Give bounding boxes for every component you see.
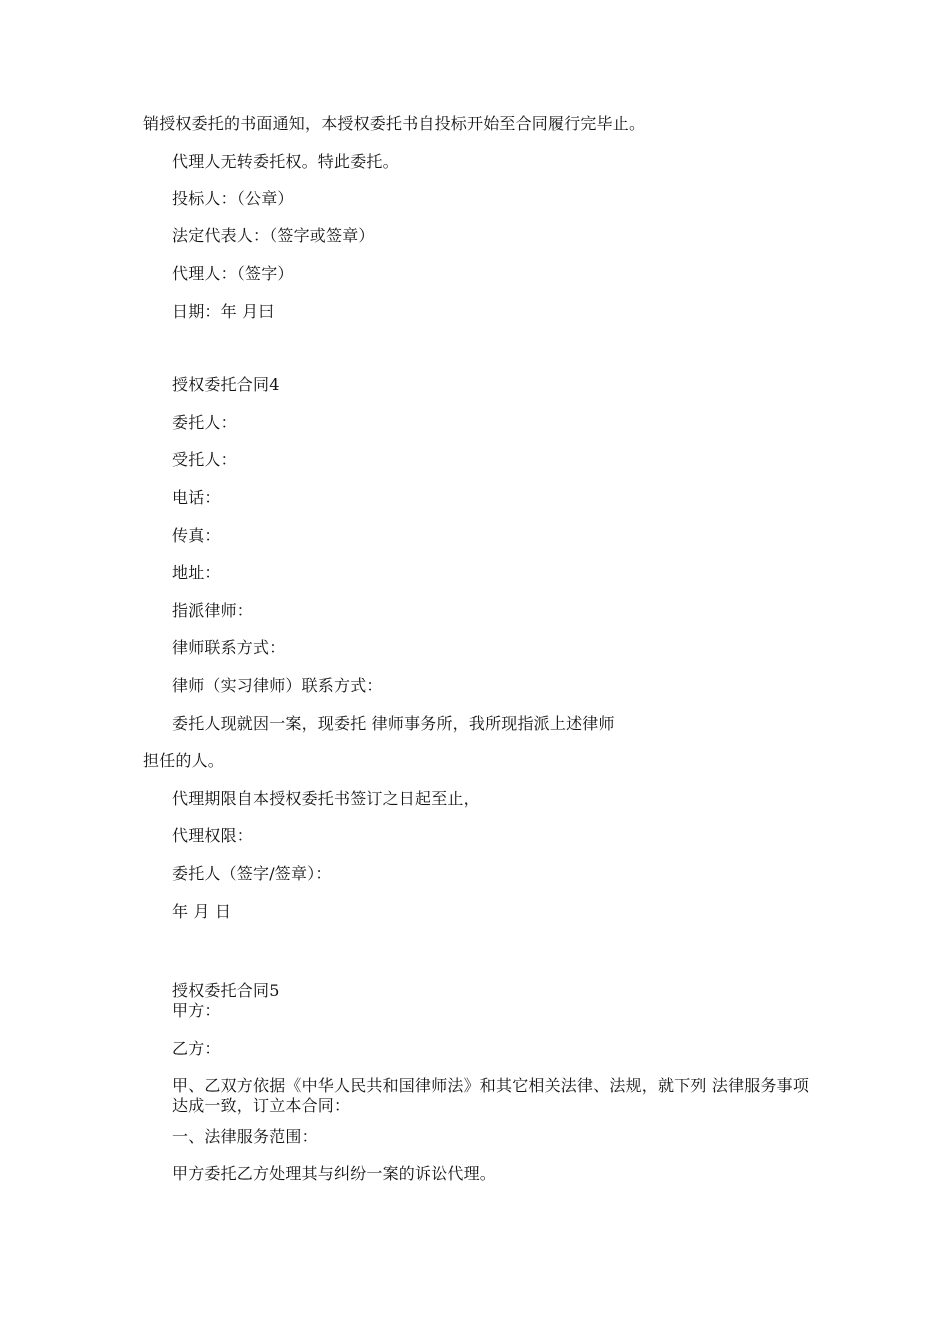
address-field: 地址： xyxy=(172,563,221,582)
party-a-field: 甲方： xyxy=(172,1001,221,1020)
commission-paragraph-continued: 担任的人。 xyxy=(143,751,225,770)
assigned-lawyer-field: 指派律师： xyxy=(172,601,254,620)
party-b-field: 乙方： xyxy=(172,1039,221,1058)
fax-field: 传真： xyxy=(172,526,221,545)
intern-lawyer-contact-field: 律师（实习律师）联系方式： xyxy=(172,676,383,695)
clause-1-body: 甲方委托乙方处理其与纠纷一案的诉讼代理。 xyxy=(172,1164,497,1183)
signature-date-line: 年 月 日 xyxy=(172,902,232,921)
paragraph-revocation: 销授权委托的书面通知，本授权委托书自投标开始至合同履行完毕止。 xyxy=(143,114,646,133)
agency-period-line: 代理期限自本授权委托书签订之日起至止， xyxy=(172,789,480,808)
agent-line: 代理人：（签字） xyxy=(172,264,294,283)
agency-authority-line: 代理权限： xyxy=(172,826,254,845)
phone-field: 电话： xyxy=(172,488,221,507)
section-5-title: 授权委托合同5 xyxy=(172,981,280,1000)
principal-signature-line: 委托人（签字/签章）： xyxy=(172,864,332,883)
bidder-line: 投标人：（公章） xyxy=(172,189,294,208)
section-4-title: 授权委托合同4 xyxy=(172,375,280,394)
paragraph-no-transfer: 代理人无转委托权。特此委托。 xyxy=(172,152,399,171)
lawyer-contact-field: 律师联系方式： xyxy=(172,638,286,657)
clause-1-heading: 一、法律服务范围： xyxy=(172,1127,318,1146)
principal-field: 委托人： xyxy=(172,413,237,432)
legal-representative-line: 法定代表人：（签字或签章） xyxy=(172,226,375,245)
trustee-field: 受托人： xyxy=(172,450,237,469)
date-line: 日期：年 月曰 xyxy=(172,302,275,321)
contract-intro-paragraph: 甲、乙双方依据《中华人民共和国律师法》和其它相关法律、法规，就下列 法律服务事项达成一致，订立本合同： xyxy=(172,1076,810,1115)
commission-paragraph: 委托人现就因一案，现委托 律师事务所，我所现指派上述律师 xyxy=(172,714,615,733)
